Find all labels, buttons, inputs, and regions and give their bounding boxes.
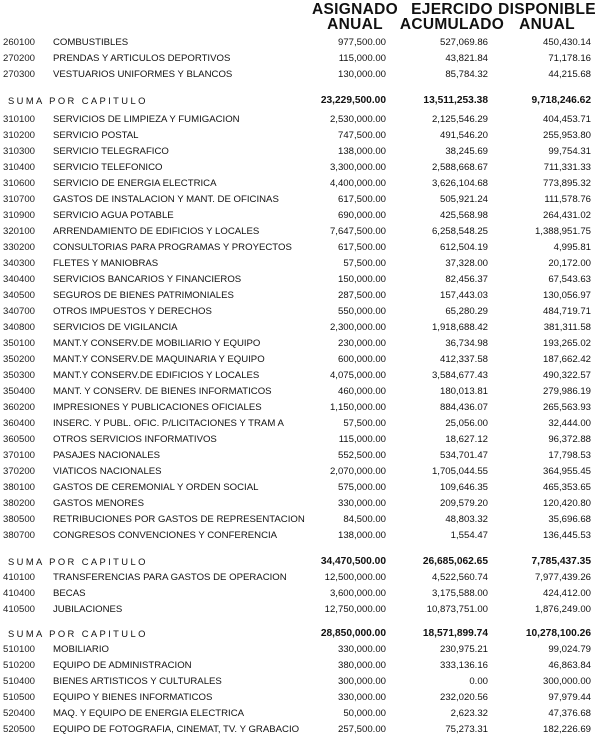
account-code: 360400 <box>3 418 36 429</box>
account-description: SERVICIO TELEFONICO <box>53 162 163 173</box>
disponible-anual-value: 465,353.65 <box>542 482 591 493</box>
account-description: GASTOS DE CEREMONIAL Y ORDEN SOCIAL <box>53 482 259 493</box>
account-code: 260100 <box>3 37 36 48</box>
ejercido-acumulado-value: 109,646.35 <box>439 482 488 493</box>
asignado-anual-value: 150,000.00 <box>337 274 386 285</box>
ejercido-acumulado-value: 6,258,548.25 <box>431 226 488 237</box>
account-code: 270200 <box>3 53 36 64</box>
account-description: EQUIPO DE ADMINISTRACION <box>53 660 192 671</box>
ejercido-acumulado-value: 36,734.98 <box>445 338 488 349</box>
asignado-anual-value: 600,000.00 <box>337 354 386 365</box>
account-description: SERVICIO DE ENERGIA ELECTRICA <box>53 178 217 189</box>
asignado-anual-value: 617,500.00 <box>337 194 386 205</box>
account-description: JUBILACIONES <box>53 604 123 615</box>
disponible-anual-value: 17,798.53 <box>548 450 591 461</box>
table-row <box>0 176 600 192</box>
disponible-anual-value: 490,322.57 <box>542 370 591 381</box>
account-description: BECAS <box>53 588 86 599</box>
header-disponible-anual <box>494 2 600 32</box>
account-description: VIATICOS NACIONALES <box>53 466 162 477</box>
asignado-anual-value: 300,000.00 <box>337 676 386 687</box>
ejercido-acumulado-value: 2,588,668.67 <box>431 162 488 173</box>
ejercido-acumulado-value: 527,069.86 <box>439 37 488 48</box>
account-description: RETRIBUCIONES POR GASTOS DE REPRESENTACION <box>53 514 305 525</box>
account-description: SERVICIOS DE LIMPIEZA Y FUMIGACION <box>53 114 240 125</box>
account-description: ARRENDAMIENTO DE EDIFICIOS Y LOCALES <box>53 226 260 237</box>
asignado-anual-value: 230,000.00 <box>337 338 386 349</box>
disponible-anual-value: 111,578.76 <box>544 194 591 205</box>
asignado-anual-value: 257,500.00 <box>337 724 386 735</box>
ejercido-acumulado-value: 4,522,560.74 <box>431 572 488 583</box>
ejercido-acumulado-value: 333,136.16 <box>439 660 488 671</box>
asignado-anual-value: 1,150,000.00 <box>329 402 386 413</box>
table-row <box>0 586 600 602</box>
account-code: 520500 <box>3 724 36 735</box>
table-row <box>0 160 600 176</box>
account-description: GASTOS MENORES <box>53 498 144 509</box>
header-line: ASIGNADO <box>312 1 398 18</box>
ejercido-acumulado-value: 612,504.19 <box>439 242 488 253</box>
table-row <box>0 144 600 160</box>
account-code: 520400 <box>3 708 36 719</box>
disponible-anual-value: 182,226.69 <box>542 724 591 735</box>
account-description: MANT. Y CONSERV. DE BIENES INFORMATICOS <box>53 386 272 397</box>
table-row <box>0 480 600 496</box>
disponible-anual-value: 20,172.00 <box>548 258 591 269</box>
asignado-anual-value: 460,000.00 <box>337 386 386 397</box>
ejercido-acumulado-value: 85,784.32 <box>445 69 488 80</box>
asignado-anual-value: 4,400,000.00 <box>329 178 386 189</box>
asignado-anual-value: 550,000.00 <box>337 306 386 317</box>
table-row <box>0 464 600 480</box>
ejercido-acumulado-value: 0.00 <box>469 676 488 687</box>
asignado-anual-value: 287,500.00 <box>337 290 386 301</box>
account-code: 340500 <box>3 290 36 301</box>
account-code: 360500 <box>3 434 36 445</box>
disponible-anual-value: 1,388,951.75 <box>534 226 591 237</box>
disponible-anual-value: 364,955.45 <box>542 466 591 477</box>
disponible-anual-value: 130,056.97 <box>542 290 591 301</box>
account-code: 380200 <box>3 498 36 509</box>
asignado-anual-value: 977,500.00 <box>337 37 386 48</box>
disponible-anual-value: 99,024.79 <box>548 644 591 655</box>
account-code: 350400 <box>3 386 36 397</box>
ejercido-acumulado-value: 82,456.37 <box>445 274 488 285</box>
table-row <box>0 602 600 618</box>
ejercido-acumulado-value: 48,803.32 <box>445 514 488 525</box>
account-code: 510200 <box>3 660 36 671</box>
ejercido-acumulado-value: 230,975.21 <box>439 644 488 655</box>
disponible-anual-value: 279,986.19 <box>542 386 591 397</box>
asignado-anual-value: 12,750,000.00 <box>324 604 386 615</box>
table-row <box>0 690 600 706</box>
chapter-total-label: SUMA POR CAPITULO <box>8 556 148 567</box>
account-code: 350300 <box>3 370 36 381</box>
asignado-anual-value: 7,647,500.00 <box>329 226 386 237</box>
account-description: INSERC. Y PUBL. OFIC. P/LICITACIONES Y TRAM A <box>53 418 284 429</box>
disponible-anual-value: 404,453.71 <box>542 114 591 125</box>
asignado-anual-value: 2,070,000.00 <box>329 466 386 477</box>
disponible-anual-value: 484,719.71 <box>542 306 591 317</box>
account-description: COMBUSTIBLES <box>53 37 129 48</box>
disponible-anual-value: 300,000.00 <box>542 676 591 687</box>
asignado-anual-value: 575,000.00 <box>337 482 386 493</box>
account-description: CONGRESOS CONVENCIONES Y CONFERENCIA <box>53 530 278 541</box>
asignado-anual-value: 3,600,000.00 <box>329 588 386 599</box>
asignado-anual-value: 130,000.00 <box>337 69 386 80</box>
account-code: 310200 <box>3 130 36 141</box>
account-code: 350100 <box>3 338 36 349</box>
asignado-anual-value: 3,300,000.00 <box>329 162 386 173</box>
ejercido-acumulado-value: 209,579.20 <box>439 498 488 509</box>
disponible-anual-value: 136,445.53 <box>542 530 591 541</box>
disponible-anual-value: 193,265.02 <box>542 338 591 349</box>
asignado-anual-value: 380,000.00 <box>337 660 386 671</box>
table-row <box>0 384 600 400</box>
account-code: 340300 <box>3 258 36 269</box>
account-code: 380100 <box>3 482 36 493</box>
ejercido-acumulado-value: 75,273.31 <box>445 724 488 735</box>
table-row <box>0 496 600 512</box>
account-code: 330200 <box>3 242 36 253</box>
table-row <box>0 288 600 304</box>
ejercido-acumulado-value: 65,280.29 <box>445 306 488 317</box>
account-description: OTROS IMPUESTOS Y DERECHOS <box>53 306 212 317</box>
disponible-anual-value: 47,376.68 <box>548 708 591 719</box>
ejercido-acumulado-value: 1,705,044.55 <box>431 466 488 477</box>
table-row <box>0 352 600 368</box>
ejercido-acumulado-value: 3,175,588.00 <box>431 588 488 599</box>
account-description: SERVICIO TELEGRAFICO <box>53 146 169 157</box>
disponible-anual-value: 265,563.93 <box>542 402 591 413</box>
account-description: MAQ. Y EQUIPO DE ENERGIA ELECTRICA <box>53 708 245 719</box>
account-description: PRENDAS Y ARTICULOS DEPORTIVOS <box>53 53 231 64</box>
table-row <box>0 192 600 208</box>
chapter-total-row <box>0 93 600 109</box>
table-row <box>0 400 600 416</box>
disponible-anual-value: 711,331.33 <box>543 162 591 173</box>
disponible-anual-value: 67,543.63 <box>548 274 591 285</box>
account-code: 310600 <box>3 178 36 189</box>
table-row <box>0 570 600 586</box>
table-row <box>0 240 600 256</box>
account-description: SERVICIOS BANCARIOS Y FINANCIEROS <box>53 274 242 285</box>
asignado-anual-value: 34,470,500.00 <box>320 556 386 567</box>
asignado-anual-value: 23,229,500.00 <box>320 95 386 106</box>
asignado-anual-value: 330,000.00 <box>337 644 386 655</box>
ejercido-acumulado-value: 37,328.00 <box>445 258 488 269</box>
asignado-anual-value: 50,000.00 <box>343 708 386 719</box>
table-row <box>0 642 600 658</box>
disponible-anual-value: 71,178.16 <box>548 53 591 64</box>
ejercido-acumulado-value: 505,921.24 <box>439 194 488 205</box>
disponible-anual-value: 32,444.00 <box>548 418 591 429</box>
ejercido-acumulado-value: 884,436.07 <box>439 402 488 413</box>
asignado-anual-value: 4,075,000.00 <box>329 370 386 381</box>
account-code: 410400 <box>3 588 36 599</box>
account-code: 310900 <box>3 210 36 221</box>
disponible-anual-value: 7,785,437.35 <box>531 556 591 567</box>
account-code: 410100 <box>3 572 36 583</box>
ejercido-acumulado-value: 180,013.81 <box>439 386 488 397</box>
header-line: DISPONIBLE <box>498 1 596 18</box>
table-row <box>0 112 600 128</box>
account-code: 370100 <box>3 450 36 461</box>
table-row <box>0 432 600 448</box>
ejercido-acumulado-value: 157,443.03 <box>439 290 488 301</box>
ejercido-acumulado-value: 491,546.20 <box>439 130 488 141</box>
account-description: SERVICIO AGUA POTABLE <box>53 210 174 221</box>
account-description: GASTOS DE INSTALACION Y MANT. DE OFICINAS <box>53 194 279 205</box>
header-line: ACUMULADO <box>399 16 505 33</box>
account-description: EQUIPO DE FOTOGRAFIA, CINEMAT, TV. Y GRABACIO <box>53 724 300 735</box>
table-row <box>0 336 600 352</box>
table-row <box>0 256 600 272</box>
account-code: 360200 <box>3 402 36 413</box>
ejercido-acumulado-value: 3,626,104.68 <box>431 178 488 189</box>
account-description: OTROS SERVICIOS INFORMATIVOS <box>53 434 217 445</box>
column-header <box>0 2 600 38</box>
account-description: VESTUARIOS UNIFORMES Y BLANCOS <box>53 69 233 80</box>
header-line: EJERCIDO <box>411 1 493 18</box>
ejercido-acumulado-value: 1,554.47 <box>450 530 488 541</box>
disponible-anual-value: 4,995.81 <box>553 242 591 253</box>
disponible-anual-value: 450,430.14 <box>542 37 591 48</box>
account-description: IMPRESIONES Y PUBLICACIONES OFICIALES <box>53 402 262 413</box>
ejercido-acumulado-value: 412,337.58 <box>439 354 488 365</box>
account-code: 310400 <box>3 162 36 173</box>
asignado-anual-value: 115,000.00 <box>338 434 386 445</box>
disponible-anual-value: 255,953.80 <box>542 130 591 141</box>
account-code: 510400 <box>3 676 36 687</box>
asignado-anual-value: 330,000.00 <box>337 692 386 703</box>
disponible-anual-value: 97,979.44 <box>548 692 591 703</box>
account-description: SERVICIO POSTAL <box>53 130 139 141</box>
account-description: PASAJES NACIONALES <box>53 450 160 461</box>
table-row <box>0 512 600 528</box>
asignado-anual-value: 115,000.00 <box>338 53 386 64</box>
asignado-anual-value: 2,530,000.00 <box>329 114 386 125</box>
disponible-anual-value: 773,895.32 <box>542 178 591 189</box>
table-row <box>0 67 600 83</box>
account-description: MOBILIARIO <box>53 644 109 655</box>
account-description: TRANSFERENCIAS PARA GASTOS DE OPERACION <box>53 572 287 583</box>
account-code: 340400 <box>3 274 36 285</box>
account-code: 510100 <box>3 644 36 655</box>
account-description: CONSULTORIAS PARA PROGRAMAS Y PROYECTOS <box>53 242 292 253</box>
ejercido-acumulado-value: 425,568.98 <box>439 210 488 221</box>
disponible-anual-value: 35,696.68 <box>548 514 591 525</box>
table-row <box>0 658 600 674</box>
ejercido-acumulado-value: 2,623.32 <box>450 708 488 719</box>
account-description: MANT.Y CONSERV.DE MAQUINARIA Y EQUIPO <box>53 354 265 365</box>
account-code: 380500 <box>3 514 36 525</box>
chapter-total-row <box>0 626 600 642</box>
asignado-anual-value: 617,500.00 <box>337 242 386 253</box>
account-code: 380700 <box>3 530 36 541</box>
account-code: 340800 <box>3 322 36 333</box>
account-code: 370200 <box>3 466 36 477</box>
table-row <box>0 448 600 464</box>
asignado-anual-value: 330,000.00 <box>337 498 386 509</box>
chapter-total-label: SUMA POR CAPITULO <box>8 95 148 106</box>
ejercido-acumulado-value: 18,627.12 <box>445 434 488 445</box>
ejercido-acumulado-value: 534,701.47 <box>439 450 488 461</box>
account-description: FLETES Y MANIOBRAS <box>53 258 159 269</box>
account-code: 350200 <box>3 354 36 365</box>
ejercido-acumulado-value: 25,056.00 <box>445 418 488 429</box>
asignado-anual-value: 2,300,000.00 <box>329 322 386 333</box>
asignado-anual-value: 552,500.00 <box>337 450 386 461</box>
account-code: 310700 <box>3 194 36 205</box>
account-description: SERVICIOS DE VIGILANCIA <box>53 322 178 333</box>
table-row <box>0 320 600 336</box>
ejercido-acumulado-value: 3,584,677.43 <box>431 370 488 381</box>
account-description: MANT.Y CONSERV.DE MOBILIARIO Y EQUIPO <box>53 338 261 349</box>
ejercido-acumulado-value: 43,821.84 <box>445 53 488 64</box>
table-row <box>0 416 600 432</box>
account-description: SEGUROS DE BIENES PATRIMONIALES <box>53 290 234 301</box>
table-row <box>0 51 600 67</box>
account-description: EQUIPO Y BIENES INFORMATICOS <box>53 692 213 703</box>
account-description: MANT.Y CONSERV.DE EDIFICIOS Y LOCALES <box>53 370 260 381</box>
disponible-anual-value: 264,431.02 <box>542 210 591 221</box>
disponible-anual-value: 7,977,439.26 <box>534 572 591 583</box>
disponible-anual-value: 1,876,249.00 <box>534 604 591 615</box>
ejercido-acumulado-value: 10,873,751.00 <box>426 604 488 615</box>
chapter-total-row <box>0 554 600 570</box>
table-row <box>0 368 600 384</box>
disponible-anual-value: 424,412.00 <box>542 588 591 599</box>
asignado-anual-value: 57,500.00 <box>343 258 386 269</box>
disponible-anual-value: 96,372.88 <box>548 434 591 445</box>
disponible-anual-value: 10,278,100.26 <box>525 628 591 639</box>
disponible-anual-value: 120,420.80 <box>542 498 591 509</box>
ejercido-acumulado-value: 13,511,253.38 <box>423 95 488 106</box>
ejercido-acumulado-value: 26,685,062.65 <box>422 556 488 567</box>
table-row <box>0 528 600 544</box>
disponible-anual-value: 381,311.58 <box>543 322 591 333</box>
table-row <box>0 224 600 240</box>
header-line: ANUAL <box>327 16 383 33</box>
table-row <box>0 128 600 144</box>
disponible-anual-value: 9,718,246.62 <box>531 95 591 106</box>
account-code: 270300 <box>3 69 36 80</box>
table-row <box>0 304 600 320</box>
header-asignado-anual <box>300 2 410 32</box>
asignado-anual-value: 138,000.00 <box>337 530 386 541</box>
asignado-anual-value: 747,500.00 <box>337 130 386 141</box>
table-row <box>0 706 600 722</box>
table-row <box>0 722 600 738</box>
asignado-anual-value: 57,500.00 <box>343 418 386 429</box>
asignado-anual-value: 690,000.00 <box>337 210 386 221</box>
header-line: ANUAL <box>519 16 575 33</box>
account-code: 310300 <box>3 146 36 157</box>
table-row <box>0 208 600 224</box>
disponible-anual-value: 44,215.68 <box>548 69 591 80</box>
asignado-anual-value: 84,500.00 <box>343 514 386 525</box>
disponible-anual-value: 187,662.42 <box>542 354 591 365</box>
ejercido-acumulado-value: 1,918,688.42 <box>431 322 488 333</box>
disponible-anual-value: 99,754.31 <box>548 146 591 157</box>
ejercido-acumulado-value: 38,245.69 <box>445 146 488 157</box>
asignado-anual-value: 138,000.00 <box>337 146 386 157</box>
table-row <box>0 35 600 51</box>
account-code: 510500 <box>3 692 36 703</box>
account-code: 310100 <box>3 114 36 125</box>
asignado-anual-value: 28,850,000.00 <box>320 628 386 639</box>
account-description: BIENES ARTISTICOS Y CULTURALES <box>53 676 222 687</box>
ejercido-acumulado-value: 2,125,546.29 <box>431 114 488 125</box>
account-code: 320100 <box>3 226 36 237</box>
account-code: 340700 <box>3 306 36 317</box>
table-row <box>0 674 600 690</box>
ejercido-acumulado-value: 18,571,899.74 <box>422 628 488 639</box>
ejercido-acumulado-value: 232,020.56 <box>439 692 488 703</box>
asignado-anual-value: 12,500,000.00 <box>324 572 386 583</box>
table-row <box>0 272 600 288</box>
header-ejercido-acumulado <box>398 2 506 32</box>
account-code: 410500 <box>3 604 36 615</box>
chapter-total-label: SUMA POR CAPITULO <box>8 628 148 639</box>
disponible-anual-value: 46,863.84 <box>548 660 591 671</box>
